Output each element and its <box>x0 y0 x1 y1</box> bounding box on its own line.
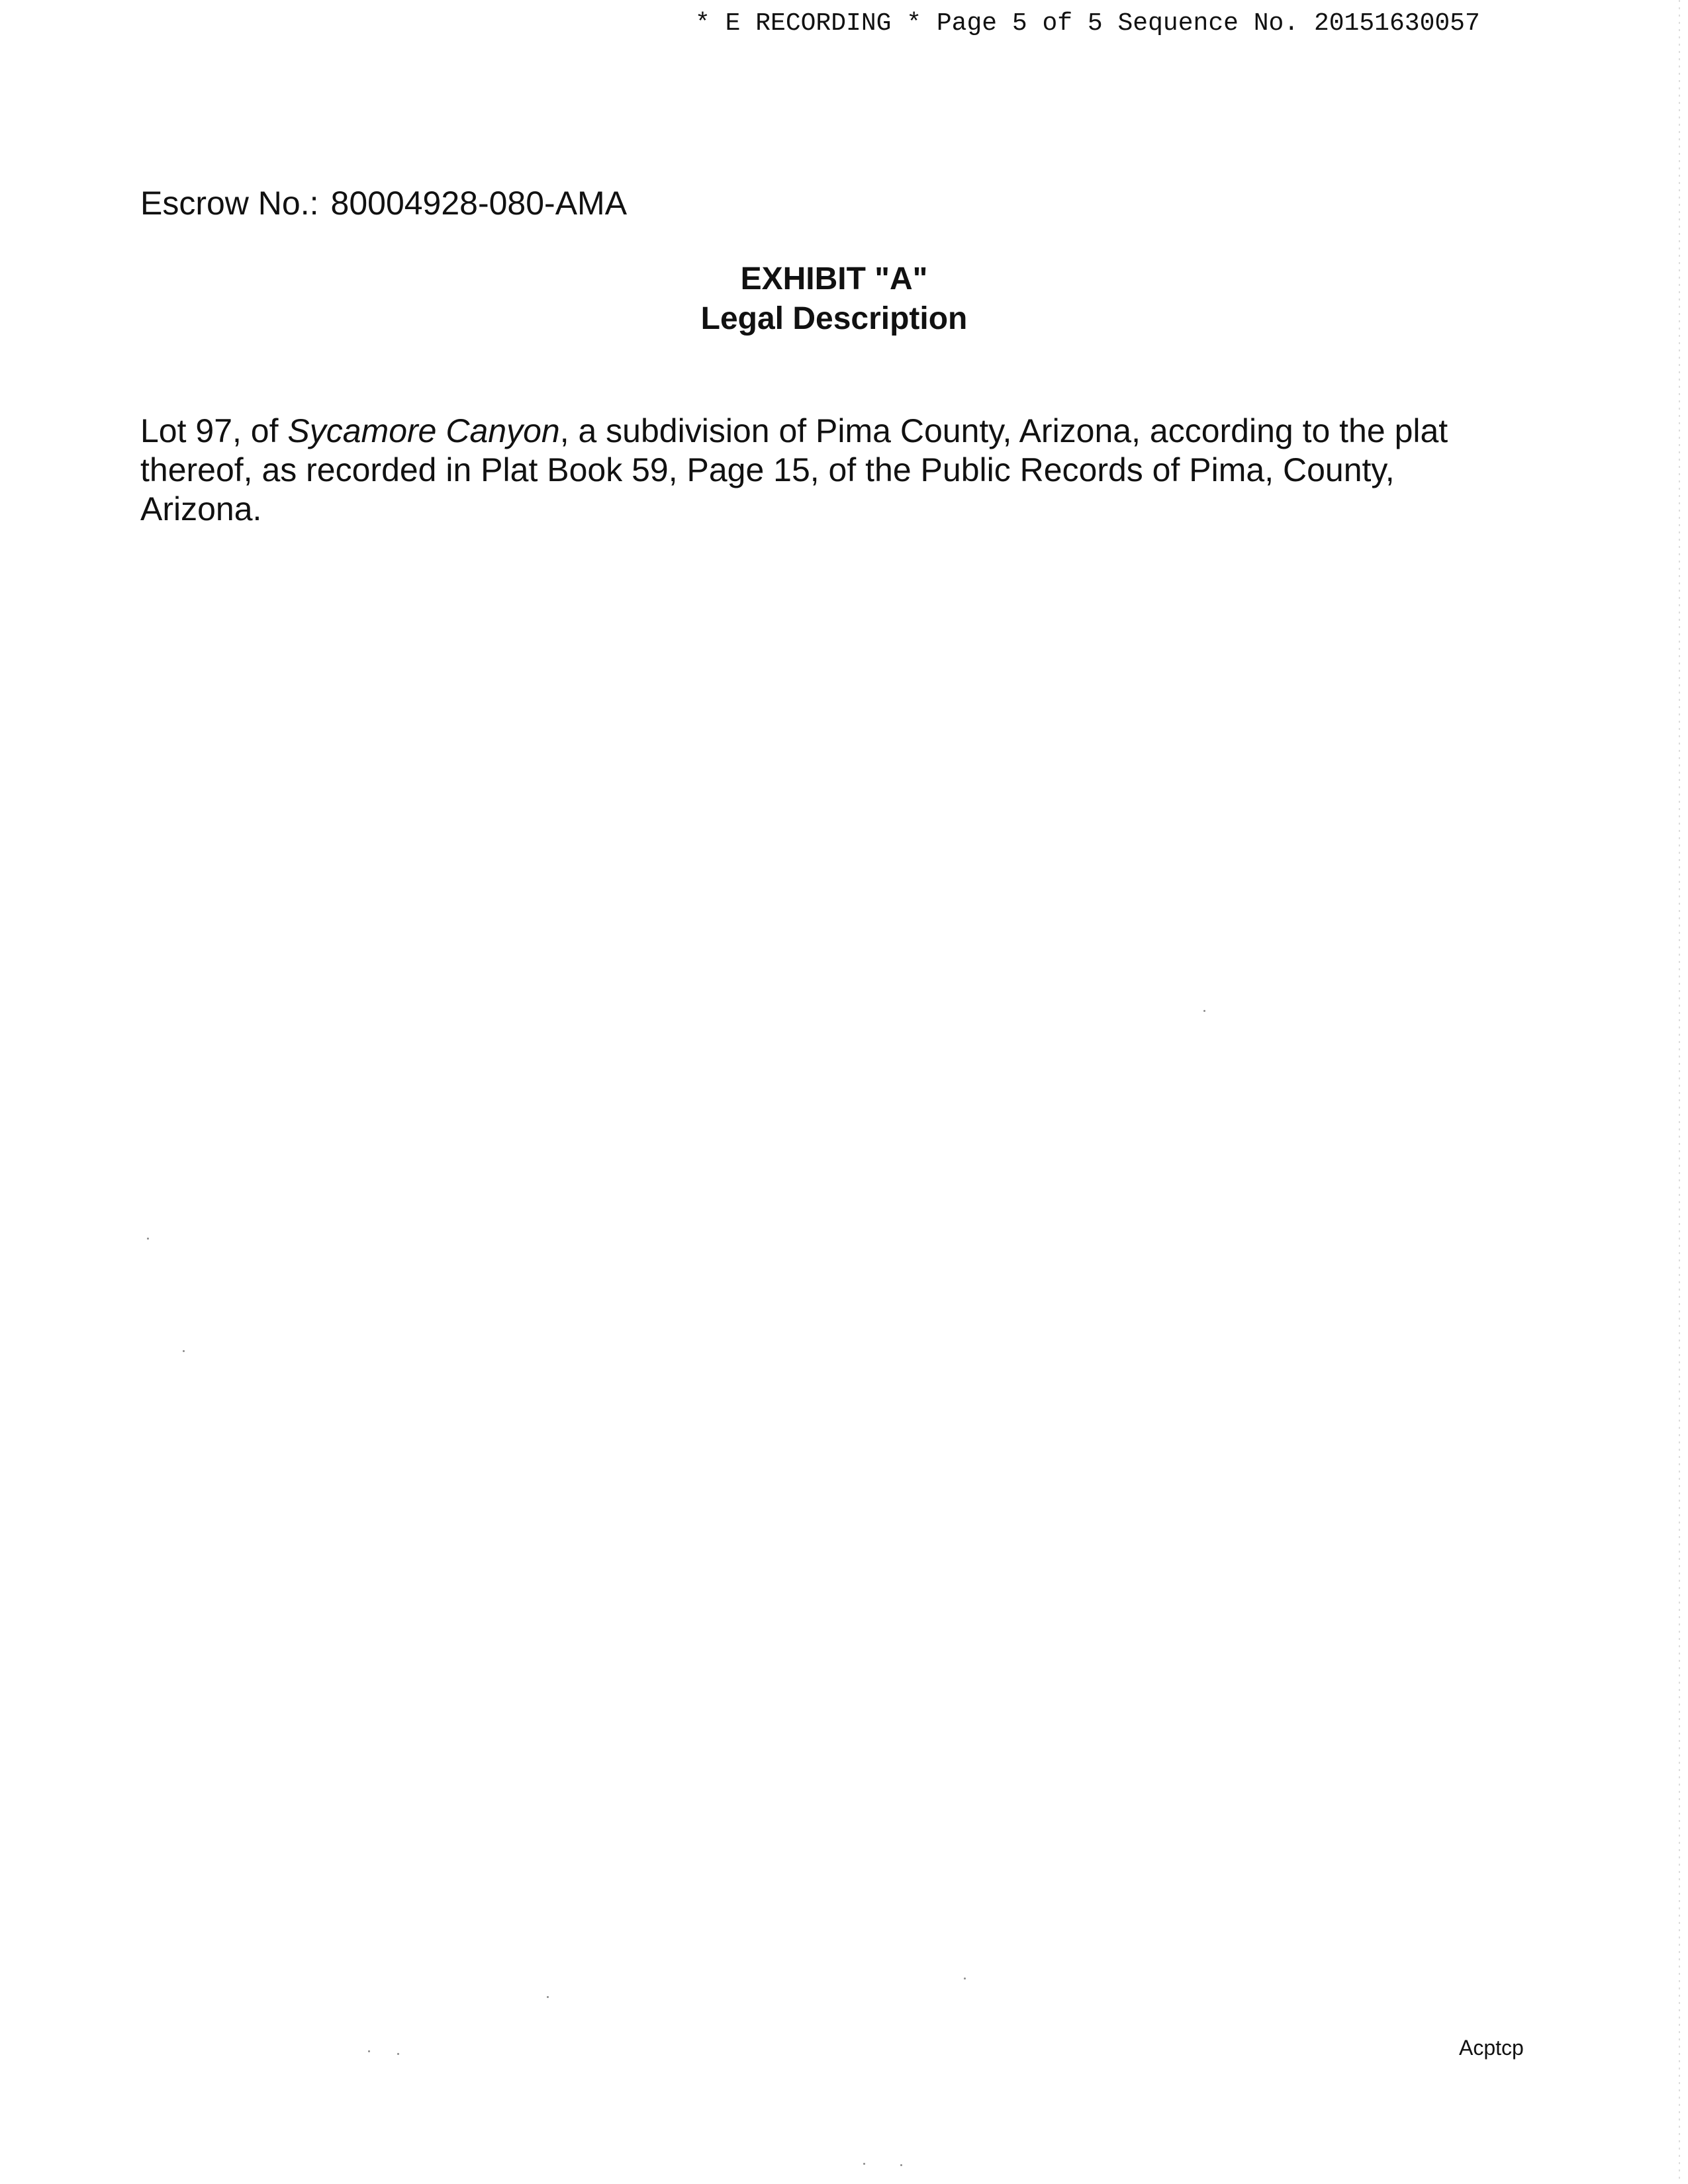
scan-speck <box>183 1350 185 1352</box>
exhibit-heading <box>0 259 1668 339</box>
legal-description-line-3: Arizona. <box>140 490 262 527</box>
scan-speck <box>547 1996 549 1998</box>
legal-text-segment: , a subdivision of Pima County, Arizona, according to the plat <box>559 412 1448 449</box>
scan-speck <box>397 2053 399 2055</box>
scan-edge-artifact <box>1679 0 1680 2184</box>
legal-description-paragraph <box>140 412 1544 529</box>
scan-speck <box>147 1238 149 1240</box>
escrow-number: 80004928-080-AMA <box>330 185 628 222</box>
escrow-number-line <box>140 184 627 222</box>
exhibit-subtitle: Legal Description <box>700 301 968 336</box>
escrow-label: Escrow No.: <box>140 185 319 222</box>
legal-text-segment: Lot 97, of <box>140 412 288 449</box>
legal-description-line-1 <box>140 412 1544 451</box>
scan-speck <box>1203 1010 1205 1012</box>
exhibit-title: EXHIBIT "A" <box>740 261 928 296</box>
scan-speck <box>900 2164 902 2166</box>
legal-description-line-2: thereof, as recorded in Plat Book 59, Page 15, of the Public Records of Pima, County, <box>140 451 1395 488</box>
scan-speck <box>964 1978 966 1979</box>
recording-header: * E RECORDING * Page 5 of 5 Sequence No. 20151630057 <box>695 9 1480 38</box>
footer-code: Acptcp <box>1459 2036 1524 2060</box>
scan-speck <box>863 2163 865 2165</box>
subdivision-name: Sycamore Canyon <box>287 412 560 449</box>
scan-speck <box>368 2050 370 2052</box>
